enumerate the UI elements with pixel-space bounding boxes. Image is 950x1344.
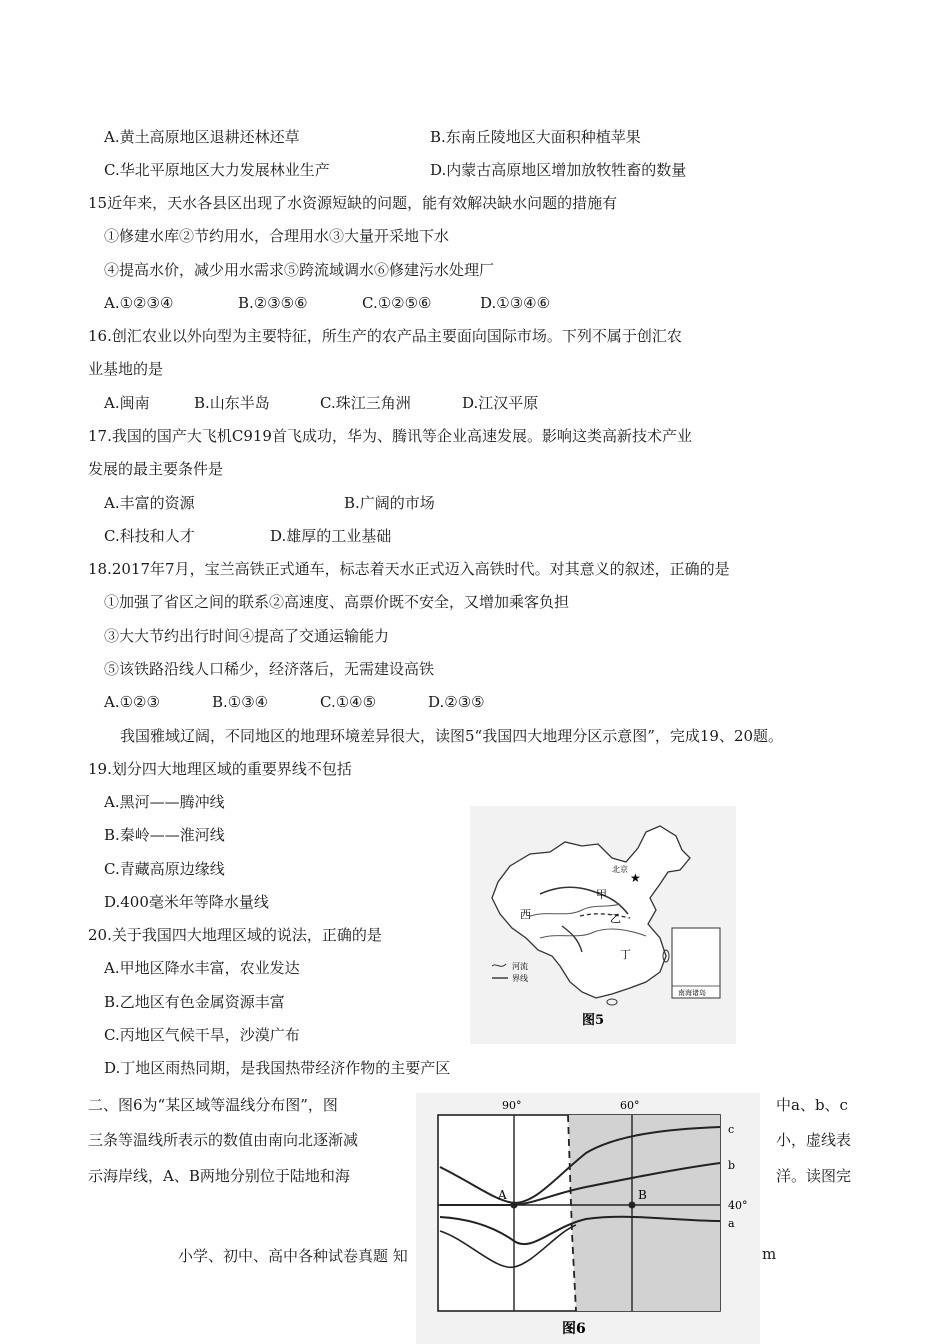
part2-line1-right: 中a、b、c (776, 1096, 848, 1114)
q14-option-d: D.内蒙古高原地区增加放牧牲畜的数量 (430, 161, 687, 179)
q20-stem: 20.关于我国四大地理区域的说法，正确的是 (88, 926, 382, 944)
fig6-lat-40: 40° (728, 1199, 748, 1212)
q14-option-c: C.华北平原地区大力发展林业生产 (104, 161, 330, 179)
q15-option-b: B.②③⑤⑥ (238, 294, 308, 312)
fig5-label-xi: 西 (520, 908, 531, 921)
q19-option-b: B.秦岭——淮河线 (104, 826, 225, 844)
footer-right: m (762, 1245, 777, 1263)
q19-option-a: A.黑河——腾冲线 (104, 793, 225, 811)
svg-text:★: ★ (630, 871, 641, 885)
q18-items-2: ③大大节约出行时间④提高了交通运输能力 (104, 627, 390, 645)
q15-option-d: D.①③④⑥ (480, 294, 551, 312)
q16-option-b: B.山东半岛 (194, 394, 270, 412)
part2-line3-right: 洋。读图完 (776, 1167, 852, 1185)
figure-6-isotherm-map (416, 1093, 760, 1344)
q17-stem-1: 17.我国的国产大飞机C919首飞成功，华为、腾讯等企业高速发展。影响这类高新技术产业 (88, 427, 692, 445)
q18-items-1: ①加强了省区之间的联系②高速度、高票价既不安全，又增加乘客负担 (104, 593, 570, 611)
q14-option-a: A.黄土高原地区退耕还林还草 (104, 128, 300, 146)
q15-option-c: C.①②⑤⑥ (362, 294, 432, 312)
q16-stem-2: 业基地的是 (88, 360, 164, 378)
q19-option-d: D.400毫米年等降水量线 (104, 893, 269, 911)
part2-line2-left: 三条等温线所表示的数值由南向北逐渐减 (88, 1131, 359, 1149)
fig6-iso-c: c (728, 1123, 735, 1136)
q17-option-d: D.雄厚的工业基础 (270, 527, 392, 545)
fig5-label-beijing: 北京 (612, 865, 628, 874)
fig5-inset-label: 南海诸岛 (678, 989, 706, 997)
fig6-point-b: B (638, 1188, 647, 1202)
fig6-point-a: A (498, 1188, 507, 1202)
q17-option-b: B.广阔的市场 (344, 494, 435, 512)
footer-left: 小学、初中、高中各种试卷真题 知 (178, 1247, 408, 1265)
q17-option-a: A.丰富的资源 (104, 494, 195, 512)
part2-line3-left: 示海岸线，A、B两地分别位于陆地和海 (88, 1167, 350, 1185)
q17-stem-2: 发展的最主要条件是 (88, 460, 224, 478)
fig6-lon-90: 90° (502, 1099, 522, 1112)
fig5-legend-boundary: 界线 (512, 974, 528, 983)
part2-line2-right: 小，虚线表 (776, 1131, 852, 1149)
q16-option-d: D.江汉平原 (462, 394, 539, 412)
q15-option-a: A.①②③④ (104, 294, 174, 312)
fig5-label-yi: 乙 (610, 912, 621, 925)
fig6-iso-a: a (728, 1217, 735, 1230)
q20-option-a: A.甲地区降水丰富，农业发达 (104, 959, 300, 977)
fig6-caption: 图6 (562, 1321, 586, 1337)
q16-option-a: A.闽南 (104, 394, 150, 412)
fig5-label-ding: 丁 (620, 948, 631, 961)
q20-option-b: B.乙地区有色金属资源丰富 (104, 993, 285, 1011)
fig6-lon-60: 60° (620, 1099, 640, 1112)
fig6-iso-b: b (728, 1159, 736, 1172)
q18-option-a: A.①②③ (104, 693, 160, 711)
q19-option-c: C.青藏高原边缘线 (104, 860, 225, 878)
q18-option-c: C.①④⑤ (320, 693, 377, 711)
q19-stem: 19.划分四大地理区域的重要界线不包括 (88, 760, 352, 778)
q20-option-c: C.丙地区气候干旱，沙漠广布 (104, 1026, 300, 1044)
q15-items-1: ①修建水库②节约用水，合理用水③大量开采地下水 (104, 227, 450, 245)
q18-option-d: D.②③⑤ (428, 693, 485, 711)
figure-5-china-map (470, 806, 736, 1044)
q16-option-c: C.珠江三角洲 (320, 394, 411, 412)
q18-items-3: ⑤该铁路沿线人口稀少，经济落后，无需建设高铁 (104, 660, 435, 678)
fig5-caption: 图5 (582, 1013, 605, 1028)
q14-option-b: B.东南丘陵地区大面积种植苹果 (430, 128, 641, 146)
part2-line1-left: 二、图6为“某区域等温线分布图”，图 (88, 1096, 338, 1114)
q15-items-2: ④提高水价，减少用水需求⑤跨流域调水⑥修建污水处理厂 (104, 261, 495, 279)
q16-stem-1: 16.创汇农业以外向型为主要特征，所生产的农产品主要面向国际市场。下列不属于创汇农 (88, 327, 682, 345)
q18-option-b: B.①③④ (212, 693, 269, 711)
fig5-label-jia: 甲 (596, 888, 607, 901)
q18-stem: 18.2017年7月，宝兰高铁正式通车，标志着天水正式迈入高铁时代。对其意义的叙述，正确的是 (88, 560, 730, 578)
fig5-legend-river: 河流 (512, 962, 528, 971)
q20-option-d: D.丁地区雨热同期，是我国热带经济作物的主要产区 (104, 1059, 451, 1077)
q15-stem: 15近年来，天水各县区出现了水资源短缺的问题，能有效解决缺水问题的措施有 (88, 194, 618, 212)
q17-option-c: C.科技和人才 (104, 527, 195, 545)
intro-19-20: 我国雅域辽阔，不同地区的地理环境差异很大，读图5“我国四大地理分区示意图”，完成19、20题。 (120, 727, 784, 745)
